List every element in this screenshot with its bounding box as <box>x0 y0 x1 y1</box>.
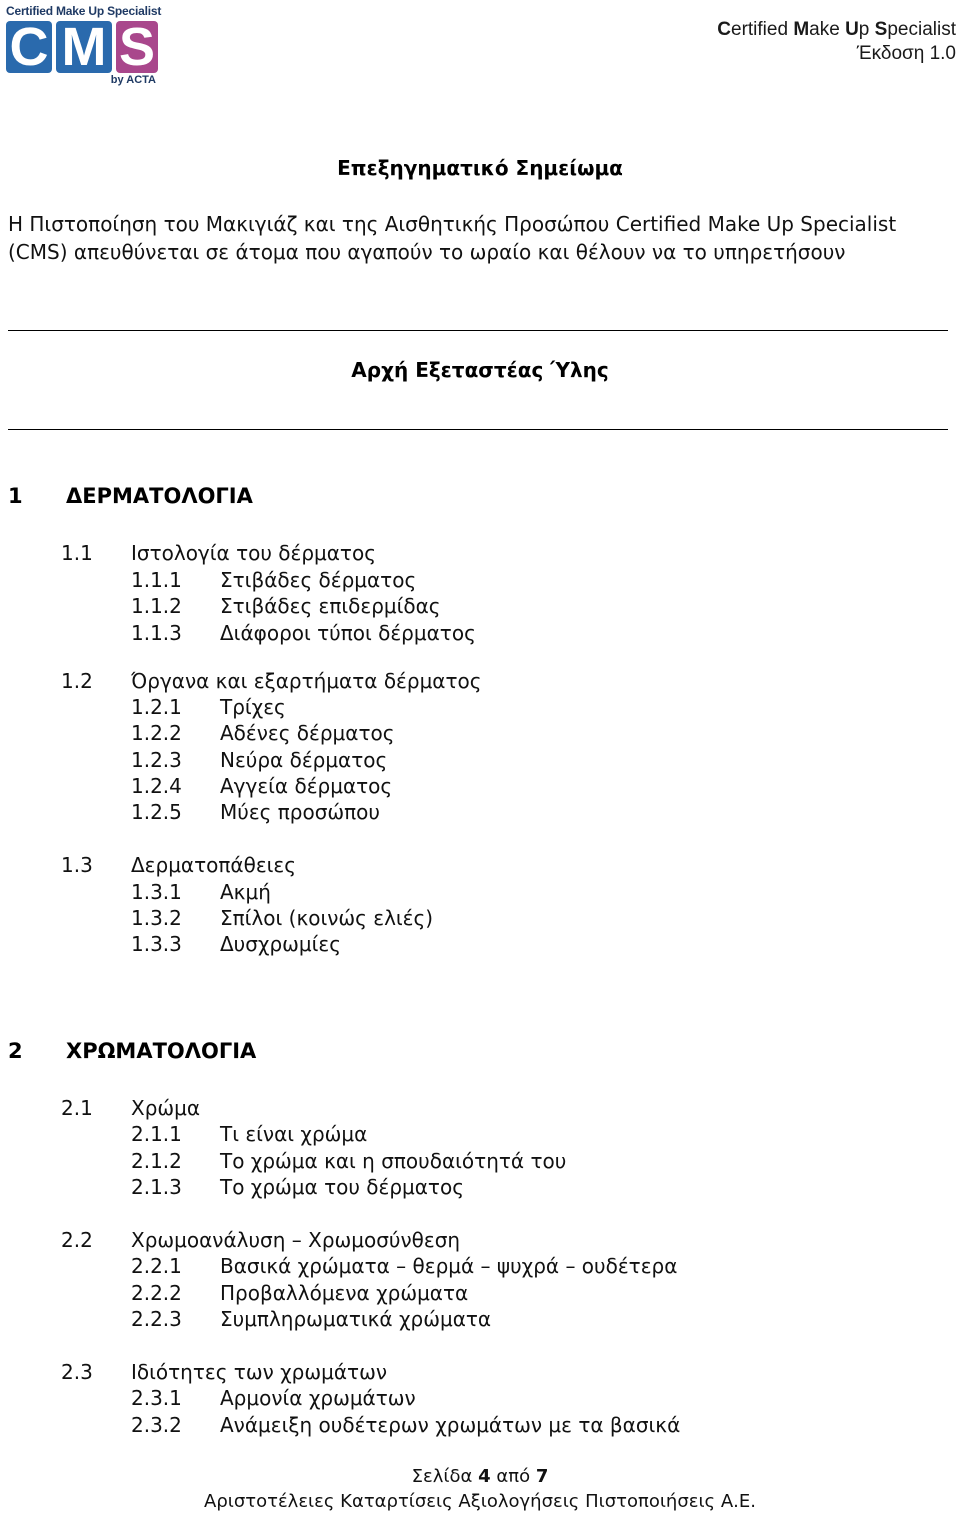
syllabus-title: Αρχή Εξεταστέας Ύλης <box>351 358 609 382</box>
topic-number: 1.3.2 <box>131 906 182 930</box>
subsection-item <box>61 1228 460 1252</box>
subsection-title: Όργανα και εξαρτήματα δέρματος <box>131 669 482 693</box>
subsection-number: 1.2 <box>61 669 93 693</box>
header-certification-name <box>717 18 956 42</box>
logo-letter-s: S <box>116 21 158 73</box>
header-text-part: ake <box>809 19 846 40</box>
topic-title: Συμπληρωματικά χρώματα <box>220 1307 492 1331</box>
section-number: 1 <box>8 484 23 508</box>
topic-number: 2.3.1 <box>131 1386 182 1410</box>
logo-top-text: Certified Make Up Specialist <box>6 4 162 18</box>
topic-item <box>131 695 286 719</box>
topic-item <box>131 1122 367 1146</box>
subsection-title: Ιδιότητες των χρωμάτων <box>131 1360 387 1384</box>
page-total: 7 <box>535 1466 549 1487</box>
header-text-part: p <box>858 19 875 40</box>
subsection-item <box>61 669 482 693</box>
subsection-title: Χρωμοανάλυση – Χρωμοσύνθεση <box>131 1228 461 1252</box>
topic-title: Νεύρα δέρματος <box>220 748 388 772</box>
topic-item <box>131 1307 491 1331</box>
subsection-title: Χρώμα <box>131 1096 201 1120</box>
subsection-item <box>61 1096 200 1120</box>
page-of: από <box>496 1466 531 1487</box>
subsection-number: 2.3 <box>61 1360 93 1384</box>
topic-title: Το χρώμα και η σπουδαιότητά του <box>220 1149 567 1173</box>
topic-item <box>131 932 341 956</box>
topic-title: Στιβάδες δέρματος <box>220 568 417 592</box>
subsection-number: 1.1 <box>61 541 93 565</box>
topic-item <box>131 748 387 772</box>
topic-title: Σπίλοι (κοινώς ελιές) <box>220 906 434 930</box>
topic-title: Αδένες δέρματος <box>220 721 395 745</box>
header-right <box>717 18 956 66</box>
topic-title: Τρίχες <box>220 695 286 719</box>
topic-title: Τι είναι χρώμα <box>220 1122 368 1146</box>
header-text-part: ertified <box>731 19 794 40</box>
topic-item <box>131 1281 468 1305</box>
header-text-part: U <box>845 19 859 40</box>
intro-line: (CMS) απευθύνεται σε άτομα που αγαπούν το ωραίο και θέλουν να το υπηρετήσουν <box>8 240 846 264</box>
topic-item <box>131 1254 677 1278</box>
topic-number: 1.3.1 <box>131 880 182 904</box>
cms-logo <box>6 4 162 88</box>
topic-number: 1.1.2 <box>131 594 182 618</box>
topic-item <box>131 774 392 798</box>
section-title: ΔΕΡΜΑΤΟΛΟΓΙΑ <box>66 484 253 508</box>
topic-number: 1.1.3 <box>131 621 182 645</box>
topic-item <box>131 621 476 645</box>
topic-item <box>131 800 380 824</box>
page-label: Σελίδα <box>411 1466 473 1487</box>
topic-number: 2.2.1 <box>131 1254 182 1278</box>
page-current: 4 <box>478 1466 491 1487</box>
header-text-part: S <box>874 19 888 40</box>
topic-title: Διάφοροι τύποι δέρματος <box>220 621 476 645</box>
page-number <box>0 1466 960 1487</box>
footer-company: Αριστοτέλειες Καταρτίσεις Αξιολογήσεις Πιστοποιήσεις Α.Ε. <box>204 1491 756 1512</box>
subsection-item <box>61 853 296 877</box>
header-version: Έκδοση 1.0 <box>856 43 956 64</box>
header-text-part: pecialist <box>887 19 956 40</box>
subsection-item <box>61 541 376 565</box>
topic-item <box>131 594 441 618</box>
topic-title: Βασικά χρώματα – θερμά – ψυχρά – ουδέτερα <box>220 1254 678 1278</box>
subsection-title: Δερματοπάθειες <box>131 853 296 877</box>
topic-number: 1.2.1 <box>131 695 182 719</box>
note-title: Επεξηγηματικό Σημείωμα <box>337 156 623 180</box>
section-heading <box>8 484 253 508</box>
intro-line: Η Πιστοποίηση του Μακιγιάζ και της Αισθητικής Προσώπου Certified Make Up Specialist <box>8 212 897 236</box>
topic-title: Προβαλλόμενα χρώματα <box>220 1281 469 1305</box>
topic-item <box>131 906 433 930</box>
topic-number: 2.1.1 <box>131 1122 182 1146</box>
logo-letter-m: M <box>56 21 112 73</box>
topic-number: 1.2.3 <box>131 748 182 772</box>
subsection-number: 2.1 <box>61 1096 93 1120</box>
topic-number: 2.2.2 <box>131 1281 182 1305</box>
topic-number: 1.1.1 <box>131 568 182 592</box>
section-number: 2 <box>8 1039 23 1063</box>
subsection-item <box>61 1360 387 1384</box>
topic-title: Το χρώμα του δέρματος <box>220 1175 464 1199</box>
topic-number: 1.2.2 <box>131 721 182 745</box>
subsection-number: 1.3 <box>61 853 93 877</box>
topic-item <box>131 1413 680 1437</box>
logo-letter-c: C <box>6 21 52 73</box>
subsection-number: 2.2 <box>61 1228 93 1252</box>
topic-title: Αρμονία χρωμάτων <box>220 1386 416 1410</box>
logo-by-text: by ACTA <box>110 74 156 86</box>
topic-item <box>131 1149 566 1173</box>
topic-item <box>131 1175 464 1199</box>
topic-title: Μύες προσώπου <box>220 800 380 824</box>
topic-title: Ακμή <box>220 880 271 904</box>
divider-bottom <box>8 429 948 430</box>
section-heading <box>8 1039 256 1063</box>
topic-number: 1.2.4 <box>131 774 182 798</box>
topic-number: 2.1.2 <box>131 1149 182 1173</box>
subsection-title: Ιστολογία του δέρματος <box>131 541 376 565</box>
topic-item <box>131 568 416 592</box>
topic-number: 2.3.2 <box>131 1413 182 1437</box>
topic-number: 1.3.3 <box>131 932 182 956</box>
intro-paragraph <box>8 210 896 266</box>
topic-title: Δυσχρωμίες <box>220 932 341 956</box>
section-title: ΧΡΩΜΑΤΟΛΟΓΙΑ <box>66 1039 257 1063</box>
divider-top <box>8 330 948 331</box>
topic-number: 2.1.3 <box>131 1175 182 1199</box>
topic-item <box>131 1386 416 1410</box>
header-text-part: M <box>793 19 810 40</box>
topic-item <box>131 880 271 904</box>
topic-title: Στιβάδες επιδερμίδας <box>220 594 441 618</box>
topic-number: 2.2.3 <box>131 1307 182 1331</box>
topic-item <box>131 721 394 745</box>
header-text-part: C <box>717 19 731 40</box>
topic-title: Ανάμειξη ουδέτερων χρωμάτων με τα βασικά <box>220 1413 681 1437</box>
topic-title: Αγγεία δέρματος <box>220 774 393 798</box>
topic-number: 1.2.5 <box>131 800 182 824</box>
